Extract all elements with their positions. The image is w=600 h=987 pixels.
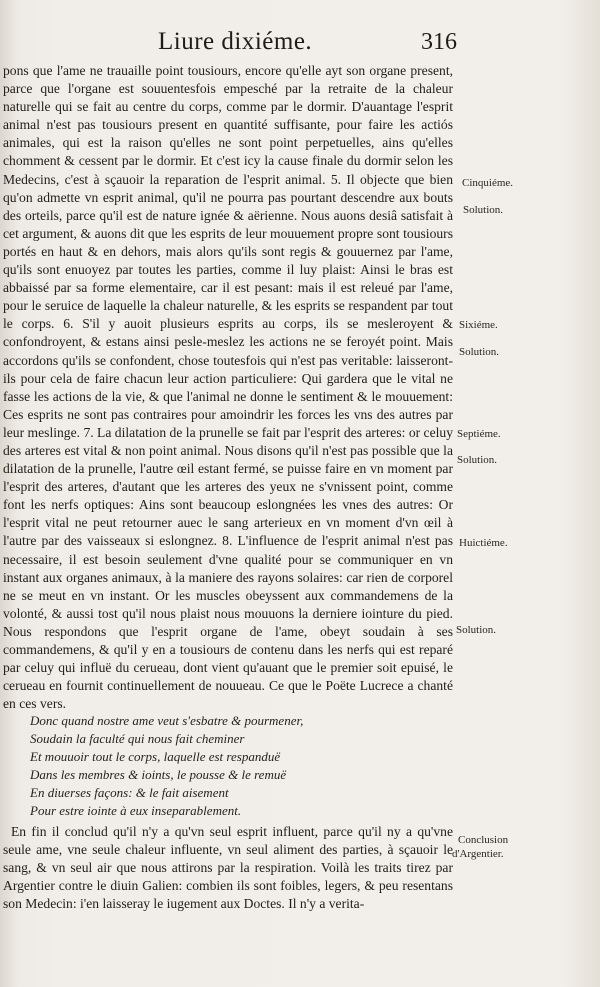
verse-quotation bbox=[30, 712, 450, 819]
running-title: Liure dixiéme. bbox=[158, 28, 313, 55]
closing-paragraph: En fin il conclud qu'il n'y a qu'vn seul esprit influent, parce qu'il ny a qu'vne seule ame, vne seule chaleur influente, vn seul aliment des parties, à sçauoir le sang, & vn seul air que nous attirons par la respiration. Voilà les traits tirez par Argentier contre le diuin Galien: combien ils sont foibles, legers, & peu resentans son Medecin: i'en laisseray le iugement aux Doctes. Il n'y a verita- bbox=[3, 824, 453, 912]
margin-note-huictieme: Huictiéme. bbox=[459, 537, 508, 549]
margin-note-dargentier: d'Argentier. bbox=[452, 848, 504, 860]
page-number: 316 bbox=[421, 29, 457, 55]
margin-note-septieme: Septiéme. bbox=[457, 428, 501, 440]
main-text-block bbox=[3, 62, 453, 713]
body-paragraph: pons que l'ame ne trauaille point tousiours, encore qu'elle ayt son organe present, parce que l'organe est souuentesfois empesché par la retraite de la chaleur naturelle qui se fait au centre du corps, comme par le dormir. D'auantage l'esprit animal n'est pas tousiours present en quantité suffisante, pour faire les actiós animales, qui est la raison qu'elles ne sont point perpetuelles, ains qu'elles chomment & cessent par le dormir. Et c'est icy la cause finale du dormir selon les Medecins, c'est à sçauoir la reparation de l'esprit animal. 5. Il objecte que bien qu'on admette vn esprit animal, qu'il ne pourra pas pourtant descendre aux bouts des orteils, parce qu'il est de nature ignée & aërienne. Nous auons desiâ satisfait à cet argument, & auons dit que les esprits de leur mouuement propre sont tousiours portés en haut & en dehors, mais alors qu'ils sont regis & gouuernez par l'ame, qu'ils sont enuoyez par toutes les parties, comme il luy plaist: Ainsi le bras est abbaissé par sa forme elementaire, car il est pesant: mais il est releué par l'ame, pour le seruice de laquelle la chaleur naturelle, & les esprits se respandent par tout le corps. 6. S'il y auoit plusieurs esprits au corps, ils se mesleroyent & confondroyent, & estans ainsi pesle-meslez les actions ne se feroyét point. Mais accordons qu'ils se confondent, chose toutesfois qui n'est pas veritable: laisseront-ils pour cela de faire chacun leur action particuliere: Qui gardera que le vital ne fasse les actions de la vie, & que l'animal ne donne le sentiment & le mouuement: Ces esprits ne sont pas contraires pour amoindrir les forces les vns des autres par leur meslinge. 7. La dilatation de la prunelle se fait par l'esprit des arteres: or celuy des arteres est vital & non point animal. Nous disons qu'il n'est pas possible que la dilatation de la prunelle, l'autre œil estant fermé, se puisse faire en vn moment par l'esprit des arteres, d'autant que les arteres des yeux ne s'vnissent point, comme font les nerfs optiques: Ains sont beaucoup eslongnées les vnes des autres: Or l'esprit vital ne peut retourner auec le sang arterieux en vn moment d'vn œil à l'autre par des vaisseaux si eslongnez. 8. L'influence de l'esprit animal n'est pas necessaire, il est besoin seulement d'vne qualité pour se communiquer en vn instant aux organes animaux, à la maniere des rayons solaires: car rien de corporel ne se meut en vn instant. Or les muscles obeyssent aux commandemens de la volonté, & aussi tost qu'il nous plaist nous mouuons la derniere iointure du pied. Nous respondons que l'esprit organe de l'ame, obeyt soudain à ses commandemens, & qu'il y en a tousiours de contenu dans les nerfs qui est reparé par celuy qui influë du cerueau, dont vient qu'auant que le premier soit epuisé, le cerueau en fournit continuellement de nouueau. Ce que le Poëte Lucrece a chanté en ces vers. bbox=[3, 63, 453, 712]
verse-line: Pour estre iointe à eux inseparablement. bbox=[30, 802, 242, 818]
margin-note-solution: Solution. bbox=[463, 204, 504, 216]
margin-note-solution: Solution. bbox=[457, 454, 498, 466]
verse-line: En diuerses façons: & le fait aisement bbox=[30, 784, 229, 800]
verse-line: Et mouuoir tout le corps, laquelle est respanduë bbox=[30, 748, 281, 764]
verse-line: Dans les membres & ioints, le pousse & le remuë bbox=[30, 766, 287, 782]
margin-note-sixieme: Sixiéme. bbox=[459, 319, 498, 331]
verse-line: Soudain la faculté qui nous fait cheminer bbox=[30, 730, 245, 746]
margin-note-solution: Solution. bbox=[459, 346, 500, 358]
margin-note-conclusion: Conclusion bbox=[458, 834, 509, 846]
margin-note-solution: Solution. bbox=[456, 624, 497, 636]
verse-line: Donc quand nostre ame veut s'esbatre & pourmener, bbox=[30, 713, 304, 728]
margin-note-cinquieme: Cinquiéme. bbox=[462, 177, 514, 189]
